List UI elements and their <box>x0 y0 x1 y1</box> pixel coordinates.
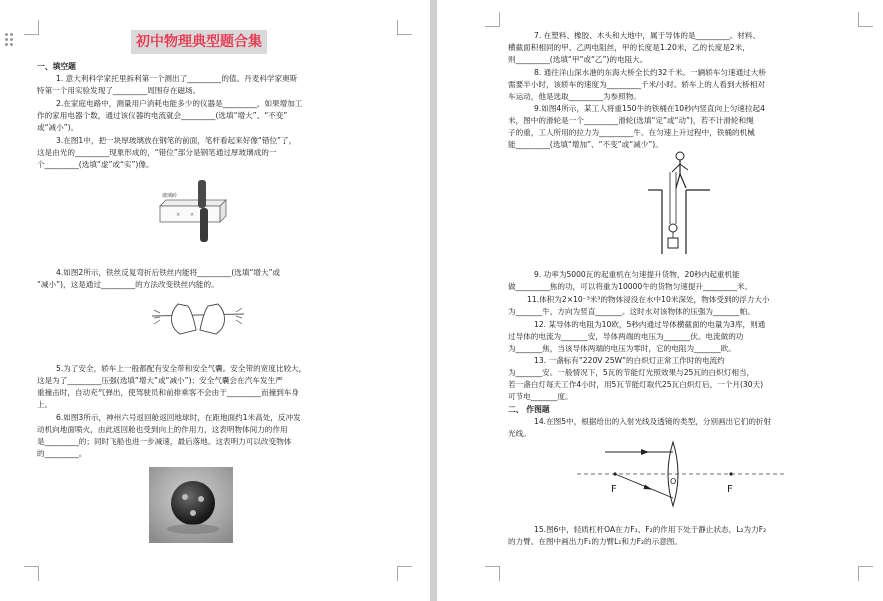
question-line: 这是由光的_________现象形成的，“错位”部分是钢笔通过厚玻璃成的一 <box>37 148 277 157</box>
question-line: “减小”)，这是通过_________的方法改变铁丝内能的。 <box>37 280 219 289</box>
question-line: 是_________的；同时飞船也进一步减速，最后落地。这表明力可以改变物体 <box>37 437 292 446</box>
drag-handle-icon[interactable] <box>5 33 15 47</box>
question-line: 6.如图3所示，神州六号返回舱返回地球时，在距地面约1米高处，反冲发 <box>56 413 301 422</box>
question-line: 重撞击时，自动充气弹出，使驾驶员和前排乘客不会由于_________而撞到车身 <box>37 388 299 397</box>
document-title: 初中物理典型题合集 <box>131 30 267 54</box>
question-line: 上。 <box>37 400 53 409</box>
question-line: 能_________(选填“增加”、“不变”或“减少”)。 <box>508 140 663 149</box>
question-line: 特第一个用实验发现了_________周围存在磁场。 <box>37 86 201 95</box>
section-heading: 二、 作图题 <box>508 405 550 414</box>
question-line: 5.为了安全，轿车上一般都配有安全带和安全气囊。安全带的宽度比较大， <box>56 364 307 373</box>
question-line: 横截面积相同的甲、乙两电阻丝，甲的长度是1.20米，乙的长度是2米， <box>508 43 750 52</box>
focal-point-right-label: F <box>727 484 733 495</box>
question-line: 光线。 <box>508 429 531 438</box>
question-line: 米，图中的滑轮是一个_________滑轮(选填“定”或“动”)，若不计滑轮和绳 <box>508 116 754 125</box>
corner-mark <box>24 566 39 581</box>
left-page <box>0 0 430 601</box>
question-line: 的_________。 <box>37 449 87 458</box>
question-line: 个_________(选填“虚”或“实”)像。 <box>37 160 154 169</box>
question-line: 过导体的电流为_______安，导体两端的电压为_______伏。电流做的功 <box>508 332 744 341</box>
question-line: 动机向地面喷火，由此返回舱也受到向上的作用力，这表明物体间力的作用 <box>37 425 288 434</box>
corner-mark <box>397 566 412 581</box>
question-line: 子的重，工人所用的拉力为_________牛。在匀速上升过程中，铁桶的机械 <box>508 128 755 137</box>
figure-4-worker-pulley <box>646 150 712 256</box>
corner-mark <box>858 12 873 27</box>
page-gutter <box>430 0 437 601</box>
corner-mark <box>858 566 873 581</box>
question-line: 11.体积为2×10⁻³米³的物体浸没在水中10米深处，物体受到的浮力大小 <box>527 295 770 304</box>
question-line: 8. 通往洋山深水港的东海大桥全长约32千米。一辆轿车匀速通过大桥 <box>534 68 766 77</box>
corner-mark <box>485 566 500 581</box>
svg-text:×: × <box>190 212 195 218</box>
question-line: 的力臂。在图中画出力F₁的力臂L₁和力F₂的示意图。 <box>508 537 682 546</box>
question-line: 需要半小时，该轿车的速度为_________千米/小时。轿车上的人看到大桥相对 <box>508 80 765 89</box>
figure-2-hands-bending-wire <box>148 292 248 344</box>
corner-mark <box>485 12 500 27</box>
section-heading: 一、填空题 <box>37 62 76 71</box>
glass-label: 玻璃砖 <box>162 193 178 199</box>
question-line: 若一盏白灯每天工作4小时，用5瓦节能灯取代25瓦白炽灯后，一个月(30天) <box>508 380 764 389</box>
question-line: 或“减小”)。 <box>37 123 79 132</box>
question-line: 做_________焦的功，可以将重为10000牛的货物匀速提升_________米。 <box>508 282 753 291</box>
question-line: 12. 某导体的电阻为10欧，5秒内通过导体横截面的电量为3库，则通 <box>534 320 766 329</box>
question-line: 3.在图1中，把一块厚玻璃放在钢笔的前面，笔杆看起来好像“错位”了， <box>56 136 297 145</box>
question-line: 2.在家庭电路中，测量用户消耗电能多少的仪器是_________，如果增加工 <box>56 99 303 108</box>
question-line: 9.如图4所示，某工人将重150牛的铁桶在10秒内竖直向上匀速拉起4 <box>534 104 765 113</box>
focal-point-left-label: F <box>611 484 617 495</box>
question-line: 13. 一盏标有“220V 25W”的白炽灯正常工作时的电流约 <box>534 356 725 365</box>
corner-mark <box>397 20 412 35</box>
question-line: 1. 意大利科学家托里拆利第一个测出了_________的值。丹麦科学家奥斯 <box>56 74 298 83</box>
question-line: 为_______安。一般情况下，5瓦的节能灯光照效果与25瓦的白炽灯相当， <box>508 368 755 377</box>
right-page <box>437 0 883 601</box>
question-line: 可节电_______度。 <box>508 392 573 401</box>
question-line: 这是为了_________压强(选填“增大”或“减小”)；安全气囊会在汽车发生严 <box>37 376 283 385</box>
question-line: 14.在图5中，根据给出的入射光线及透镜的类型，分别画出它们的折射 <box>534 417 772 426</box>
figure-3-return-capsule-photo <box>149 467 233 543</box>
question-line: 7. 在塑料、橡胶、木头和大地中，属于导体的是_________。材料、 <box>534 31 761 40</box>
figure-1-pen-glass <box>150 176 240 248</box>
figure-5-convex-lens-diagram <box>571 440 793 508</box>
question-line: 为_______焦，当该导体两端的电压为零时，它的电阻为_______欧。 <box>508 344 736 353</box>
question-line: 为_______牛，方向为竖直_______。这时水对该物体的压强为_______帕。 <box>508 307 755 316</box>
question-line: 9. 功率为5000瓦的起重机在匀速提升货物，20秒内起重机能 <box>534 270 740 279</box>
question-line: 车运动，他是选取_________为参照物。 <box>508 92 641 101</box>
question-line: 作的家用电器个数，通过该仪器的电流就会_________(选填“增大”、“不变” <box>37 111 288 120</box>
question-line: 4.如图2所示，铁丝反复弯折后铁丝内能将_________(选填“增大”或 <box>56 268 281 277</box>
question-line: 则_________(选填“甲”或“乙”)的电阻大。 <box>508 55 648 64</box>
question-line: 15.图6中，轻质杠杆OA在力F₁、F₂的作用下处于静止状态，L₂为力F₂ <box>534 525 767 534</box>
optical-center-label: O <box>670 477 677 486</box>
corner-mark <box>24 20 39 35</box>
svg-text:×: × <box>176 212 181 218</box>
